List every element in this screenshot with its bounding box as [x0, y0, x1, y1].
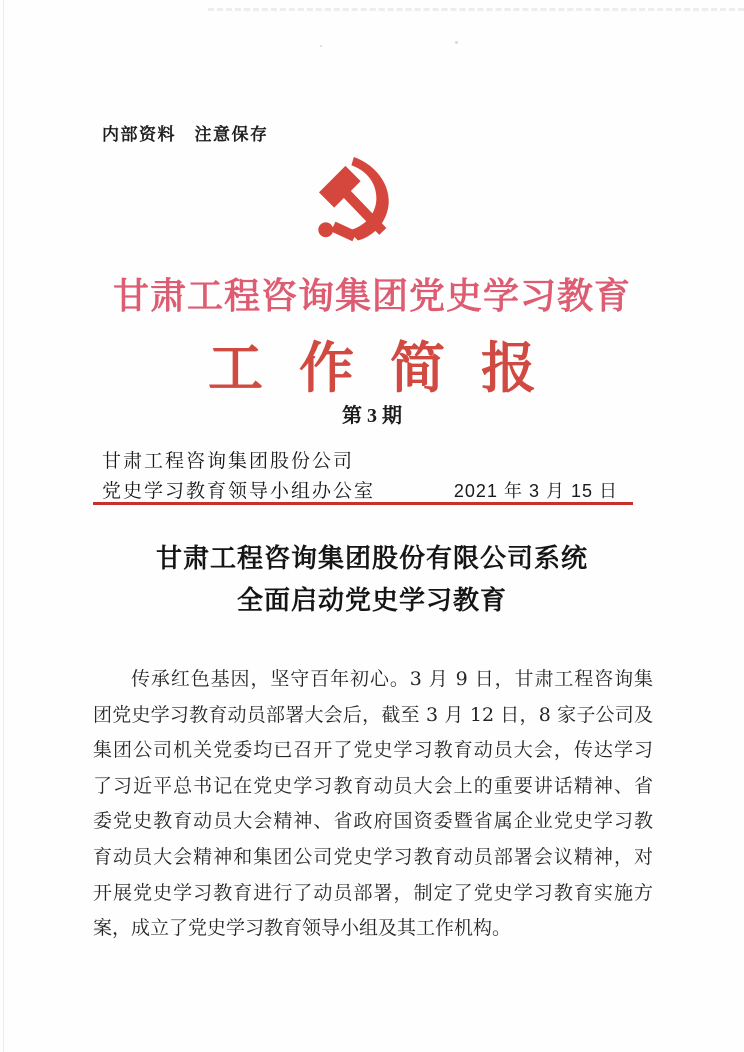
- body-line: 案，成立了党史学习教育领导小组及其工作机构。: [93, 917, 512, 940]
- body-line: 开展党史学习教育进行了动员部署，制定了党史学习教育实施方: [93, 881, 653, 904]
- body-line: 集团公司机关党委均已召开了党史学习教育动员大会，传达学习: [93, 739, 653, 762]
- masthead-org-title: 甘肃工程咨询集团党史学习教育: [112, 275, 631, 317]
- body-line: 传承红色基因，坚守百年初心。3 月 9 日，甘肃工程咨询集: [131, 668, 653, 690]
- scan-artifact-top-edge: [208, 8, 744, 11]
- scan-artifact-speck: [455, 41, 458, 44]
- body-line: 团党史学习教育动员部署大会后，截至 3 月 12 日，8 家子公司及: [93, 703, 653, 726]
- issue-date: 2021 年 3 月 15 日: [453, 481, 618, 501]
- article-body: [93, 662, 653, 947]
- sender-org-line1: 甘肃工程咨询集团股份公司: [102, 451, 355, 472]
- article-title-line1: 甘肃工程咨询集团股份有限公司系统: [155, 544, 588, 574]
- body-line: 了习近平总书记在党史学习教育动员大会上的重要讲话精神、省: [93, 774, 653, 797]
- scan-artifact-speck: [320, 45, 322, 47]
- masthead-divider-rule: [93, 502, 633, 505]
- body-line: 委党史教育动员大会精神、省政府国资委暨省属企业党史学习教: [93, 810, 653, 833]
- sender-org-line2: 党史学习教育领导小组办公室: [102, 481, 376, 502]
- bulletin-title: 工作简报: [207, 335, 572, 400]
- body-line: 育动员大会精神和集团公司党史学习教育动员部署会议精神，对: [93, 845, 653, 868]
- article-title-line2: 全面启动党史学习教育: [236, 586, 507, 616]
- scan-artifact-left-edge: [3, 0, 4, 1052]
- party-emblem-icon: [316, 157, 400, 248]
- issue-number: 第 3 期: [342, 405, 402, 427]
- classification-header: 内部资料 注意保存: [102, 125, 269, 144]
